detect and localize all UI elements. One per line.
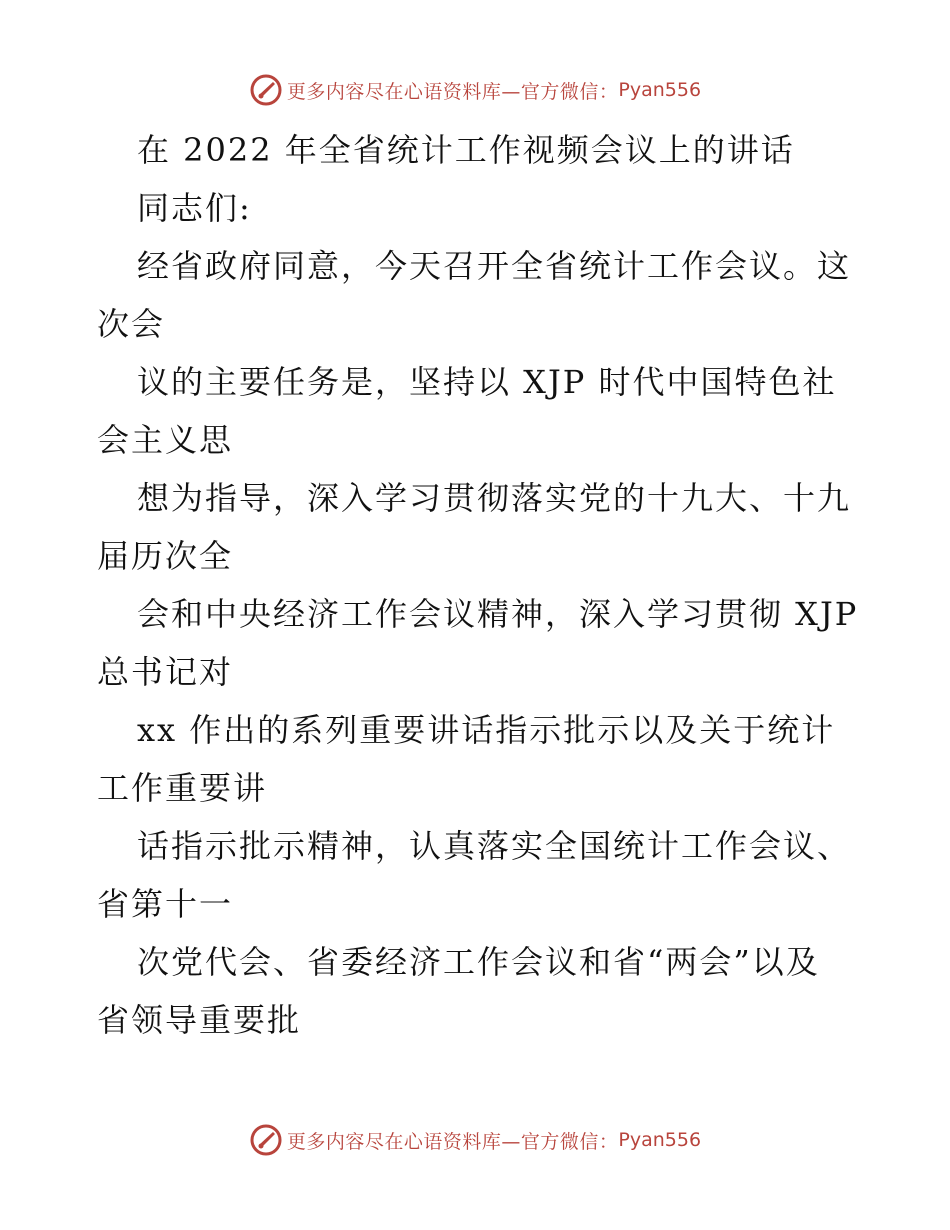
paragraph-line: 想为指导，深入学习贯彻落实党的十九大、十九 [137,479,852,517]
paragraph-line: 工作重要讲 [97,769,268,807]
paragraph-line: 会和中央经济工作会议精神，深入学习贯彻 XJP [137,595,859,633]
header-banner [0,70,950,110]
paragraph-line: 经省政府同意，今天召开全省统计工作会议。这 [137,247,852,285]
paragraph-line: 省第十一 [97,885,234,923]
banner-wechat-id: Pyan556 [618,1129,702,1151]
paragraph-line: 次党代会、省委经济工作会议和省“两会”以及 [137,943,820,981]
paragraph-line: 会主义思 [97,421,234,459]
paragraph-line: xx 作出的系列重要讲话指示批示以及关于统计 [137,711,836,749]
paragraph-line: 总书记对 [97,653,234,691]
paragraph-line: 次会 [97,305,166,343]
footer-banner [0,1120,950,1160]
paragraph-line: 省领导重要批 [97,1001,302,1039]
paragraph-line: 届历次全 [97,537,234,575]
paragraph-line: 话指示批示精神，认真落实全国统计工作会议、 [137,827,852,865]
document-title: 在 2022 年全省统计工作视频会议上的讲话 [137,131,795,169]
brand-logo-icon [249,1123,283,1157]
banner-text: 更多内容尽在心语资料库—官方微信： [286,80,619,103]
paragraph-line: 议的主要任务是，坚持以 XJP 时代中国特色社 [137,363,837,401]
brand-logo-icon [249,73,283,107]
salutation: 同志们: [137,189,252,227]
banner-wechat-id: Pyan556 [618,79,702,101]
banner-text: 更多内容尽在心语资料库—官方微信： [286,1130,619,1153]
